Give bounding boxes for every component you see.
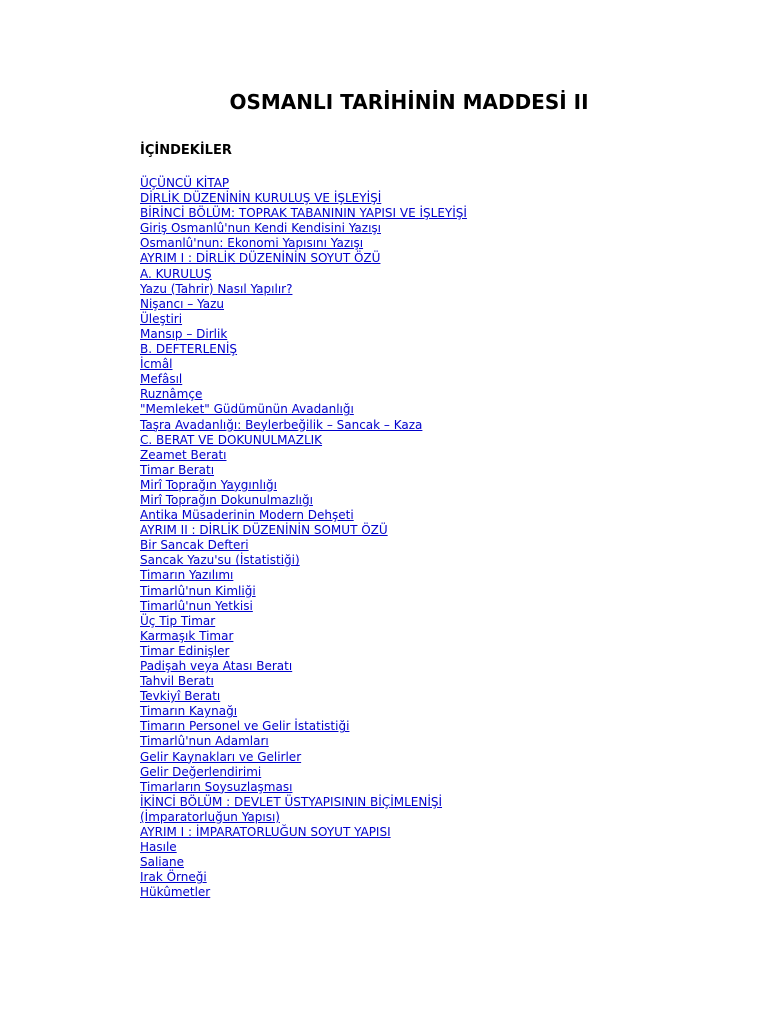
toc-entry [140, 295, 467, 310]
toc-link[interactable]: Timarın Personel ve Gelir İstatistiği [140, 719, 350, 734]
toc-entry [140, 385, 467, 400]
toc-entry [140, 612, 467, 627]
toc-entry [140, 219, 467, 234]
toc-entry [140, 823, 467, 838]
toc-link[interactable]: BİRİNCİ BÖLÜM: TOPRAK TABANININ YAPISI VE İŞLEYİŞİ [140, 206, 467, 221]
toc-entry [140, 491, 467, 506]
toc-link[interactable]: Irak Örneği [140, 870, 207, 885]
toc-entry [140, 280, 467, 295]
toc-entry [140, 461, 467, 476]
toc-link[interactable]: İcmâl [140, 357, 173, 372]
toc-link[interactable]: Tevkiyî Beratı [140, 689, 221, 704]
toc-link[interactable]: Sancak Yazu'su (İstatistiği) [140, 553, 300, 568]
toc-entry [140, 310, 467, 325]
toc-link[interactable]: AYRIM II : DİRLİK DÜZENİNİN SOMUT ÖZÜ [140, 523, 388, 538]
toc-entry [140, 702, 467, 717]
toc-link[interactable]: Hükûmetler [140, 885, 211, 900]
toc-entry [140, 476, 467, 491]
toc-link[interactable]: Taşra Avadanlığı: Beylerbeğilik – Sancak – Kaza [140, 417, 423, 432]
toc-entry [140, 627, 467, 642]
toc-entry [140, 340, 467, 355]
toc-entry [140, 204, 467, 219]
toc-link[interactable]: Timarlû'nun Kimliği [140, 583, 256, 598]
toc-link[interactable]: AYRIM I : İMPARATORLUĞUN SOYUT YAPISI [140, 825, 391, 840]
page-title: OSMANLI TARİHİNİN MADDESİ II [229, 90, 589, 114]
toc-entry [140, 657, 467, 672]
toc-entry [140, 234, 467, 249]
toc-entry [140, 566, 467, 581]
toc-entry [140, 174, 467, 189]
toc-entry [140, 748, 467, 763]
toc-link[interactable]: B. DEFTERLENİŞ [140, 342, 238, 357]
toc-entry [140, 400, 467, 415]
toc-link[interactable]: Gelir Değerlendirimi [140, 764, 262, 779]
toc-entry [140, 355, 467, 370]
toc-entry [140, 446, 467, 461]
toc-entry [140, 551, 467, 566]
toc-link[interactable]: Zeamet Beratı [140, 447, 227, 462]
toc-entry [140, 672, 467, 687]
toc-link[interactable]: Bir Sancak Defteri [140, 538, 249, 553]
toc-link[interactable]: Timarlû'nun Yetkisi [140, 598, 253, 613]
toc-link[interactable]: Nişancı – Yazu [140, 296, 225, 311]
toc-entry [140, 506, 467, 521]
toc-link[interactable]: Antika Müsaderinin Modern Dehşeti [140, 508, 354, 523]
toc-entry [140, 838, 467, 853]
toc-link[interactable]: Ruznâmçe [140, 387, 203, 402]
toc-link[interactable]: Timarın Yazılımı [140, 568, 234, 583]
toc-link[interactable]: Mansıp – Dirlik [140, 326, 228, 341]
toc-entry [140, 642, 467, 657]
table-of-contents [140, 174, 467, 899]
toc-link[interactable]: C. BERAT VE DOKUNULMAZLIK [140, 432, 323, 447]
toc-entry [140, 808, 467, 823]
toc-link[interactable]: Mirî Toprağın Dokunulmazlığı [140, 492, 313, 507]
toc-link[interactable]: (İmparatorluğun Yapısı) [140, 809, 280, 824]
toc-entry [140, 265, 467, 280]
toc-link[interactable]: Mefâsıl [140, 372, 183, 387]
toc-link[interactable]: Yazu (Tahrir) Nasıl Yapılır? [140, 281, 293, 296]
toc-link[interactable]: Hasıle [140, 840, 177, 855]
toc-entry [140, 853, 467, 868]
toc-link[interactable]: Üleştiri [140, 311, 183, 326]
toc-entry [140, 597, 467, 612]
toc-entry [140, 778, 467, 793]
toc-link[interactable]: Gelir Kaynakları ve Gelirler [140, 749, 302, 764]
toc-link[interactable]: ÜÇÜNCÜ KİTAP [140, 176, 230, 190]
toc-link[interactable]: "Memleket" Güdümünün Avadanlığı [140, 402, 354, 417]
toc-entry [140, 717, 467, 732]
toc-entry [140, 793, 467, 808]
toc-link[interactable]: Timarların Soysuzlaşması [140, 779, 293, 794]
toc-link[interactable]: A. KURULUŞ [140, 266, 212, 281]
toc-link[interactable]: AYRIM I : DİRLİK DÜZENİNİN SOYUT ÖZÜ [140, 251, 381, 266]
toc-entry [140, 370, 467, 385]
toc-link[interactable]: Saliane [140, 855, 184, 870]
toc-link[interactable]: DİRLİK DÜZENİNİN KURULUŞ VE İŞLEYİŞİ [140, 191, 382, 206]
toc-link[interactable]: Tahvil Beratı [140, 674, 214, 689]
toc-link[interactable]: Timar Edinişler [140, 643, 230, 658]
toc-entry [140, 536, 467, 551]
toc-link[interactable]: Giriş Osmanlû'nun Kendi Kendisini Yazışı [140, 221, 382, 236]
toc-entry [140, 763, 467, 778]
toc-entry [140, 249, 467, 264]
toc-entry [140, 521, 467, 536]
toc-link[interactable]: Karmaşık Timar [140, 628, 234, 643]
toc-entry [140, 582, 467, 597]
toc-link[interactable]: İKİNCİ BÖLÜM : DEVLET ÜSTYAPISININ BİÇİMLENİŞİ [140, 794, 443, 809]
toc-entry [140, 325, 467, 340]
toc-link[interactable]: Padişah veya Atası Beratı [140, 659, 293, 673]
toc-entry [140, 868, 467, 883]
toc-link[interactable]: Timar Beratı [140, 462, 215, 477]
toc-link[interactable]: Mirî Toprağın Yaygınlığı [140, 477, 277, 492]
toc-link[interactable]: Timarlû'nun Adamları [140, 734, 269, 749]
toc-heading: İÇİNDEKİLER [140, 143, 232, 158]
toc-entry [140, 732, 467, 747]
toc-entry [140, 189, 467, 204]
toc-link[interactable]: Timarın Kaynağı [140, 704, 238, 719]
toc-entry [140, 883, 467, 898]
toc-entry [140, 416, 467, 431]
toc-link[interactable]: Osmanlû'nun: Ekonomi Yapısını Yazışı [140, 236, 364, 251]
toc-entry [140, 431, 467, 446]
toc-entry [140, 687, 467, 702]
toc-link[interactable]: Üç Tip Timar [140, 613, 216, 628]
